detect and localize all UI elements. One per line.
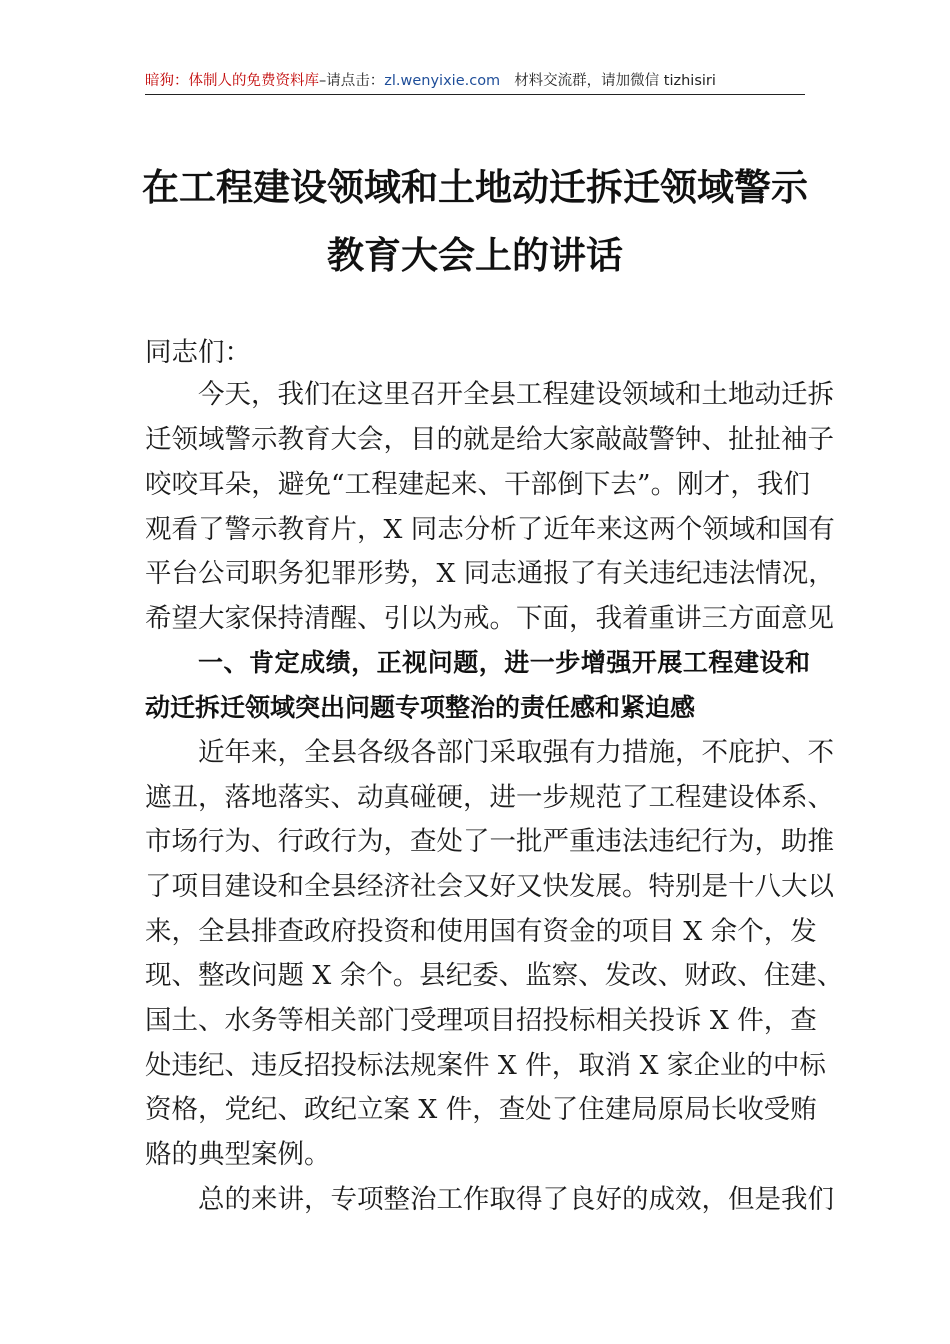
section-heading-line: 一、肯定成绩，正视问题，进一步增强开展工程建设和 xyxy=(198,648,810,677)
paragraph-line: 平台公司职务犯罪形势，X 同志通报了有关违纪违法情况， xyxy=(145,558,835,589)
paragraph-line: 总的来讲，专项整治工作取得了良好的成效，但是我们 xyxy=(198,1184,834,1215)
header-url-link[interactable]: zl.wenyixie.com xyxy=(384,73,501,89)
paragraph-line: 赂的典型案例。 xyxy=(145,1139,331,1170)
paragraph-line: 希望大家保持清醒、引以为戒。下面，我着重讲三方面意见 xyxy=(145,603,834,634)
header-site-name: 暗狗：体制人的免费资料库 xyxy=(145,73,319,89)
paragraph-line: 近年来，全县各级各部门采取强有力措施，不庇护、不 xyxy=(198,737,834,768)
paragraph-line: 资格，党纪、政纪立案 X 件，查处了住建局原局长收受贿 xyxy=(145,1094,817,1125)
paragraph-line: 市场行为、行政行为，查处了一批严重违法违纪行为，助推 xyxy=(145,826,834,857)
header-prompt: –请点击： xyxy=(319,73,385,89)
paragraph-line: 观看了警示教育片，X 同志分析了近年来这两个领域和国有 xyxy=(145,514,835,545)
paragraph-line: 现、整改问题 X 余个。县纪委、监察、发改、财政、住建、 xyxy=(145,960,844,991)
section-heading-line: 动迁拆迁领域突出问题专项整治的责任感和紧迫感 xyxy=(145,693,696,722)
salutation: 同志们： xyxy=(145,337,251,368)
paragraph-line: 了项目建设和全县经济社会又好又快发展。特别是十八大以 xyxy=(145,871,834,902)
document-title-line-2: 教育大会上的讲话 xyxy=(327,233,623,277)
paragraph-line: 国土、水务等相关部门受理项目招投标相关投诉 X 件，查 xyxy=(145,1005,817,1036)
document-title-line-1: 在工程建设领域和土地动迁拆迁领域警示 xyxy=(142,165,808,209)
page-header xyxy=(145,68,805,95)
paragraph-line: 来，全县排查政府投资和使用国有资金的项目 X 余个，发 xyxy=(145,916,817,947)
paragraph-line: 迁领域警示教育大会，目的就是给大家敲敲警钟、扯扯袖子 xyxy=(145,424,834,455)
paragraph-line: 今天，我们在这里召开全县工程建设领域和土地动迁拆 xyxy=(198,379,834,410)
header-contact: 材料交流群，请加微信 tizhisiri xyxy=(514,73,716,89)
paragraph-line: 遮丑，落地落实、动真碰硬，进一步规范了工程建设体系、 xyxy=(145,782,834,813)
paragraph-line: 处违纪、违反招投标法规案件 X 件，取消 X 家企业的中标 xyxy=(145,1050,826,1081)
paragraph-line: 咬咬耳朵，避免“工程建起来、干部倒下去”。刚才，我们 xyxy=(145,469,810,500)
